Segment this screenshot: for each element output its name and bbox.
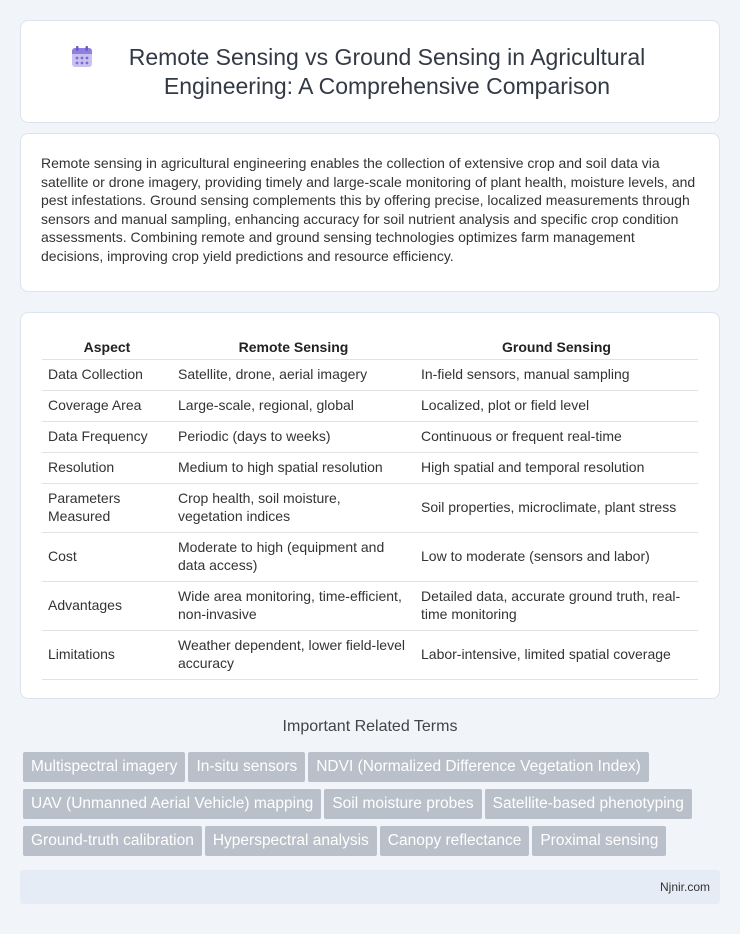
remote-cell: Weather dependent, lower field-level accuracy xyxy=(172,630,415,679)
header-ground-sensing: Ground Sensing xyxy=(415,331,698,359)
ground-cell: Low to moderate (sensors and labor) xyxy=(415,532,698,581)
ground-cell: In-field sensors, manual sampling xyxy=(415,359,698,390)
remote-cell: Wide area monitoring, time-efficient, non-invasive xyxy=(172,581,415,630)
title-card xyxy=(20,20,720,123)
related-term-tag[interactable]: Satellite-based phenotyping xyxy=(485,789,692,819)
table-row xyxy=(42,390,698,421)
remote-cell: Medium to high spatial resolution xyxy=(172,452,415,483)
related-term-tag[interactable]: Ground-truth calibration xyxy=(23,826,202,856)
ground-cell: Continuous or frequent real-time xyxy=(415,421,698,452)
aspect-cell: Resolution xyxy=(42,452,172,483)
table-header-row xyxy=(42,331,698,359)
header-remote-sensing: Remote Sensing xyxy=(172,331,415,359)
table-row xyxy=(42,359,698,390)
table-row xyxy=(42,421,698,452)
aspect-cell: Data Collection xyxy=(42,359,172,390)
related-term-tag[interactable]: NDVI (Normalized Difference Vegetation Index) xyxy=(308,752,649,782)
remote-cell: Large-scale, regional, global xyxy=(172,390,415,421)
ground-cell: Soil properties, microclimate, plant stress xyxy=(415,483,698,532)
ground-cell: Labor-intensive, limited spatial coverage xyxy=(415,630,698,679)
related-term-tag[interactable]: UAV (Unmanned Aerial Vehicle) mapping xyxy=(23,789,321,819)
header-aspect: Aspect xyxy=(42,331,172,359)
related-term-tag[interactable]: Hyperspectral analysis xyxy=(205,826,377,856)
related-term-tag[interactable]: In-situ sensors xyxy=(188,752,305,782)
intro-card xyxy=(20,133,720,292)
ground-cell: Localized, plot or field level xyxy=(415,390,698,421)
aspect-cell: Cost xyxy=(42,532,172,581)
related-term-tag[interactable]: Soil moisture probes xyxy=(324,789,481,819)
table-row xyxy=(42,630,698,679)
remote-cell: Moderate to high (equipment and data access) xyxy=(172,532,415,581)
table-row xyxy=(42,483,698,532)
comparison-card xyxy=(20,312,720,699)
related-term-tag[interactable]: Proximal sensing xyxy=(532,826,666,856)
remote-cell: Satellite, drone, aerial imagery xyxy=(172,359,415,390)
ground-cell: Detailed data, accurate ground truth, real-time monitoring xyxy=(415,581,698,630)
table-row xyxy=(42,452,698,483)
intro-paragraph: Remote sensing in agricultural engineering enables the collection of extensive crop and soil data via satellite or drone imagery, providing timely and large-scale monitoring of plant health, moisture levels, and pest infestations. Ground sensing complements this by offering precise, localized measurements through sensors and manual sampling, enhancing accuracy for soil nutrient analysis and specific crop condition assessments. Combining remote and ground sensing technologies optimizes farm management decisions, improving crop yield predictions and resource efficiency. xyxy=(41,155,696,264)
aspect-cell: Parameters Measured xyxy=(42,483,172,532)
aspect-cell: Advantages xyxy=(42,581,172,630)
aspect-cell: Limitations xyxy=(42,630,172,679)
page-title: Remote Sensing vs Ground Sensing in Agricultural Engineering: A Comprehensive Comparison xyxy=(128,43,646,99)
table-row xyxy=(42,581,698,630)
related-terms-heading: Important Related Terms xyxy=(282,718,458,735)
related-terms-list xyxy=(23,752,723,863)
footer xyxy=(20,870,720,904)
related-term-tag[interactable]: Multispectral imagery xyxy=(23,752,185,782)
calendar-icon xyxy=(70,45,94,69)
table-row xyxy=(42,532,698,581)
footer-site-link[interactable]: Njnir.com xyxy=(659,880,710,894)
aspect-cell: Coverage Area xyxy=(42,390,172,421)
remote-cell: Periodic (days to weeks) xyxy=(172,421,415,452)
comparison-table xyxy=(42,331,698,680)
related-term-tag[interactable]: Canopy reflectance xyxy=(380,826,530,856)
ground-cell: High spatial and temporal resolution xyxy=(415,452,698,483)
aspect-cell: Data Frequency xyxy=(42,421,172,452)
remote-cell: Crop health, soil moisture, vegetation indices xyxy=(172,483,415,532)
